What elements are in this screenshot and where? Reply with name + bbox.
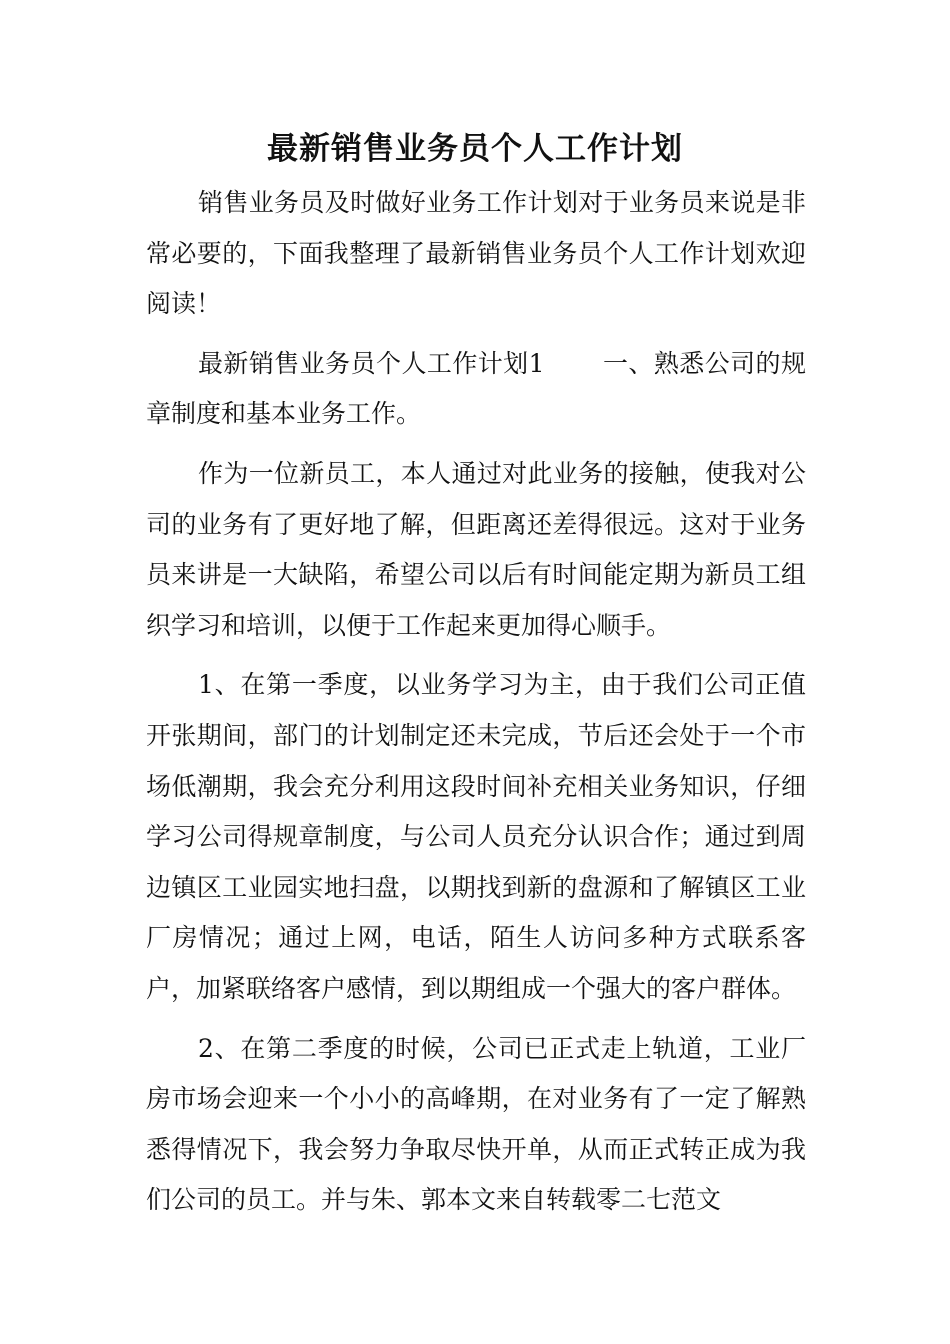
document-title: 最新销售业务员个人工作计划 (267, 131, 683, 167)
body-paragraph-1: 作为一位新员工，本人通过对此业务的接触，使我对公司的业务有了更好地了解，但距离还差得很远。这对于业务员来讲是一大缺陷，希望公司以后有时间能定期为新员工组织学习和培训，以便于工作起来更加得心顺手。 (146, 458, 806, 640)
section-first-point: 一、熟悉公司的规章制度和基本业务工作。 (146, 348, 806, 429)
section-heading-paragraph (146, 339, 806, 440)
document-body (146, 178, 806, 1235)
body-paragraph-2: 1、在第一季度，以业务学习为主，由于我们公司正值开张期间，部门的计划制定还未完成，节后还会处于一个市场低潮期，我会充分利用这段时间补充相关业务知识，仔细学习公司得规章制度，与公司人员充分认识合作；通过到周边镇区工业园实地扫盘，以期找到新的盘源和了解镇区工业厂房情况；通过上网，电话，陌生人访问多种方式联系客户，加紧联络客户感情，到以期组成一个强大的客户群体。 (146, 670, 806, 1003)
body-paragraph-3: 2、在第二季度的时候，公司已正式走上轨道，工业厂房市场会迎来一个小小的高峰期，在对业务有了一定了解熟悉得情况下，我会努力争取尽快开单，从而正式转正成为我们公司的员工。并与朱、郭本文来自转载零二七范文 (146, 1033, 806, 1215)
section-heading: 最新销售业务员个人工作计划1 (198, 348, 545, 378)
intro-paragraph: 销售业务员及时做好业务工作计划对于业务员来说是非常必要的，下面我整理了最新销售业务员个人工作计划欢迎阅读！ (146, 188, 806, 319)
